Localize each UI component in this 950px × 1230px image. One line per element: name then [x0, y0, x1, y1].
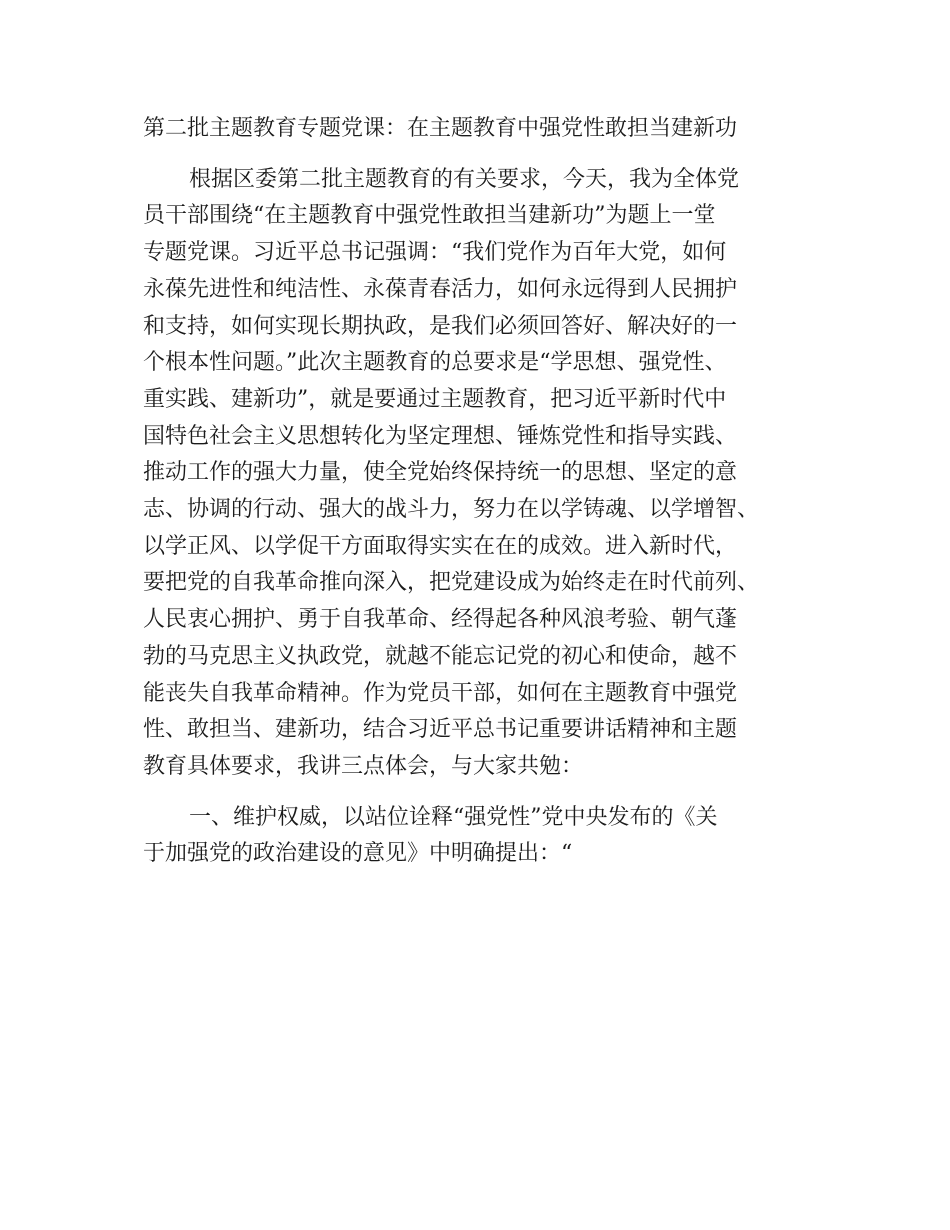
text-line: 勃的马克思主义执政党，就越不能忘记党的初心和使命，越不 [143, 643, 738, 669]
text-line: 和支持，如何实现长期执政，是我们必须回答好、解决好的一 [143, 313, 738, 339]
text-line: 重实践、建新功”，就是要通过主题教育，把习近平新时代中 [143, 386, 727, 412]
text-line: 志、协调的行动、强大的战斗力，努力在以学铸魂、以学增智、 [143, 497, 760, 523]
text-line: 员干部围绕“在主题教育中强党性敢担当建新功”为题上一堂 [143, 203, 716, 229]
document-title: 第二批主题教育专题党课：在主题教育中强党性敢担当建新功 [143, 116, 738, 141]
text-line: 以学正风、以学促干方面取得实实在在的成效。进入新时代， [143, 533, 738, 559]
text-line: 推动工作的强大力量，使全党始终保持统一的思想、坚定的意 [143, 460, 738, 486]
text-line: 教育具体要求，我讲三点体会，与大家共勉： [143, 753, 584, 779]
section-heading-line: 一、维护权威，以站位诠释“强党性”党中央发布的《关 [189, 804, 718, 830]
text-line: 要把党的自我革命推向深入，把党建设成为始终走在时代前列、 [143, 570, 760, 596]
text-line: 国特色社会主义思想转化为坚定理想、锤炼党性和指导实践、 [143, 423, 738, 449]
document-body [143, 111, 843, 873]
text-line: 于加强党的政治建设的意见》中明确提出：“ [143, 841, 573, 867]
text-line: 性、敢担当、建新功，结合习近平总书记重要讲话精神和主题 [143, 717, 738, 743]
text-line: 人民衷心拥护、勇于自我革命、经得起各种风浪考验、朝气蓬 [143, 607, 738, 633]
paragraph-section-one [143, 800, 843, 873]
text-line: 个根本性问题。”此次主题教育的总要求是“学思想、强党性、 [143, 350, 727, 376]
text-line: 根据区委第二批主题教育的有关要求，今天，我为全体党 [189, 166, 740, 192]
text-line: 能丧失自我革命精神。作为党员干部，如何在主题教育中强党 [143, 680, 738, 706]
text-line: 永葆先进性和纯洁性、永葆青春活力，如何永远得到人民拥护 [143, 276, 738, 302]
paragraph-intro [143, 162, 843, 786]
text-line: 专题党课。习近平总书记强调：“我们党作为百年大党，如何 [143, 240, 727, 266]
